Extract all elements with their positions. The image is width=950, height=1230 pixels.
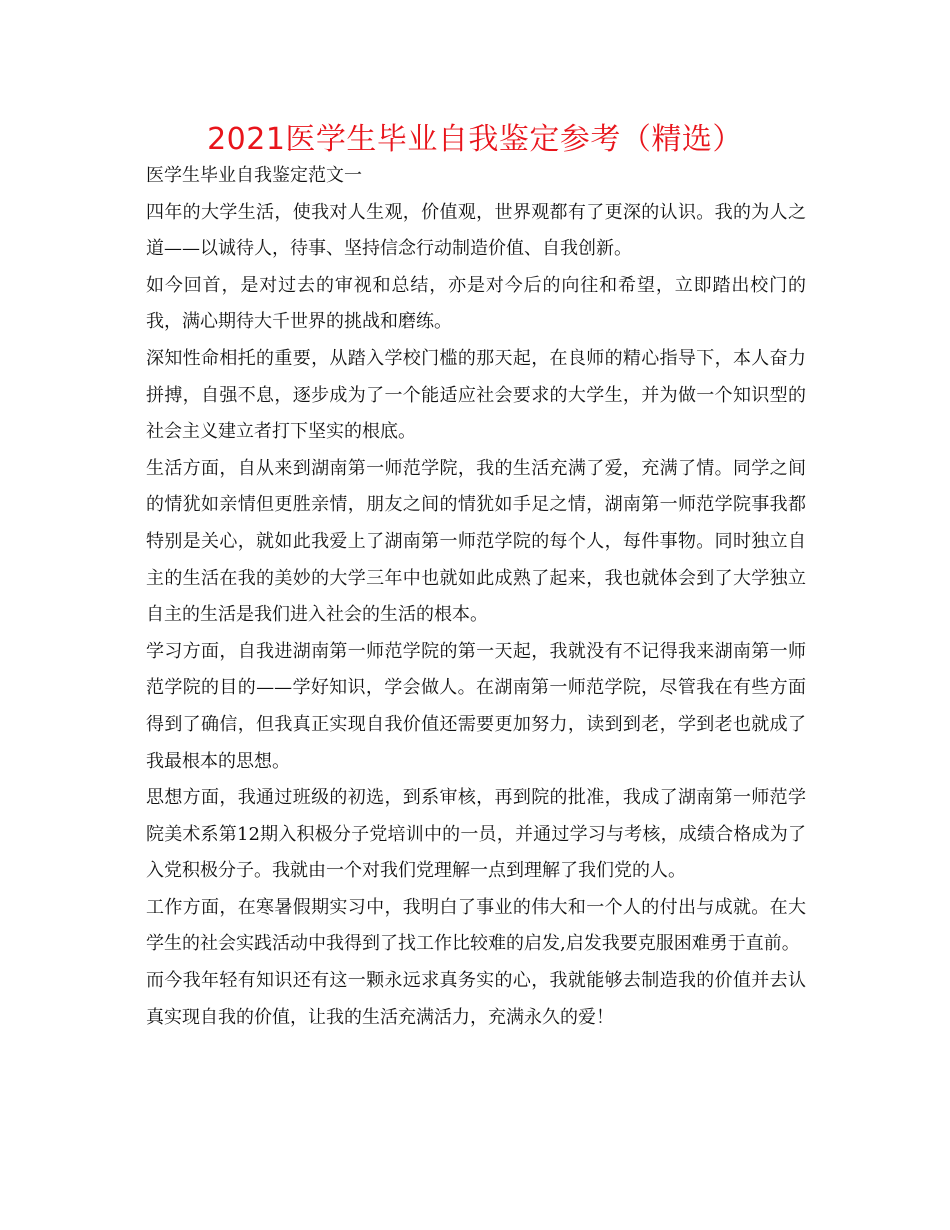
paragraph: 如今回首，是对过去的审视和总结，亦是对今后的向往和希望，立即踏出校门的我，满心期待大千世界的挑战和磨练。 (146, 274, 806, 333)
paragraph: 思想方面，我通过班级的初选，到系审核，再到院的批准，我成了湖南第一师范学院美术系第12期入积极分子党培训中的一员，并通过学习与考核，成绩合格成为了入党积极分子。我就由一个对我们党理解一点到理解了我们党的人。 (146, 787, 806, 882)
subheading: 医学生毕业自我鉴定范文一 (146, 165, 362, 186)
paragraph: 而今我年轻有知识还有这一颗永远求真务实的心，我就能够去制造我的价值并去认真实现自我的价值，让我的生活充满活力，充满永久的爱！ (146, 970, 806, 1028)
paragraph: 工作方面，在寒暑假期实习中，我明白了事业的伟大和一个人的付出与成就。在大学生的社会实践活动中我得到了找工作比较难的启发,启发我要克服困难勇于直前。 (146, 896, 806, 955)
paragraph: 四年的大学生活，使我对人生观，价值观，世界观都有了更深的认识。我的为人之道——以诚待人，待事、坚持信念行动制造价值、自我创新。 (146, 201, 806, 260)
document-title: 2021医学生毕业自我鉴定参考（精选） (207, 122, 743, 157)
paragraph: 深知性命相托的重要，从踏入学校门槛的那天起，在良师的精心指导下，本人奋力拼搏，自强不息，逐步成为了一个能适应社会要求的大学生，并为做一个知识型的社会主义建立者打下坚实的根底。 (146, 347, 806, 443)
paragraph: 生活方面，自从来到湖南第一师范学院，我的生活充满了爱，充满了情。同学之间的情犹如亲情但更胜亲情，朋友之间的情犹如手足之情，湖南第一师范学院事我都特别是关心，就如此我爱上了湖南第一师范学院的每个人，每件事物。同时独立自主的生活在我的美妙的大学三年中也就如此成熟了起来，我也就体会到了大学独立自主的生活是我们进入社会的生活的根本。 (146, 457, 806, 626)
document-body (146, 158, 806, 1036)
paragraph: 学习方面，自我进湖南第一师范学院的第一天起，我就没有不记得我来湖南第一师范学院的目的——学好知识，学会做人。在湖南第一师范学院，尽管我在有些方面得到了确信，但我真正实现自我价值还需要更加努力，读到到老，学到老也就成了我最根本的思想。 (146, 640, 806, 772)
